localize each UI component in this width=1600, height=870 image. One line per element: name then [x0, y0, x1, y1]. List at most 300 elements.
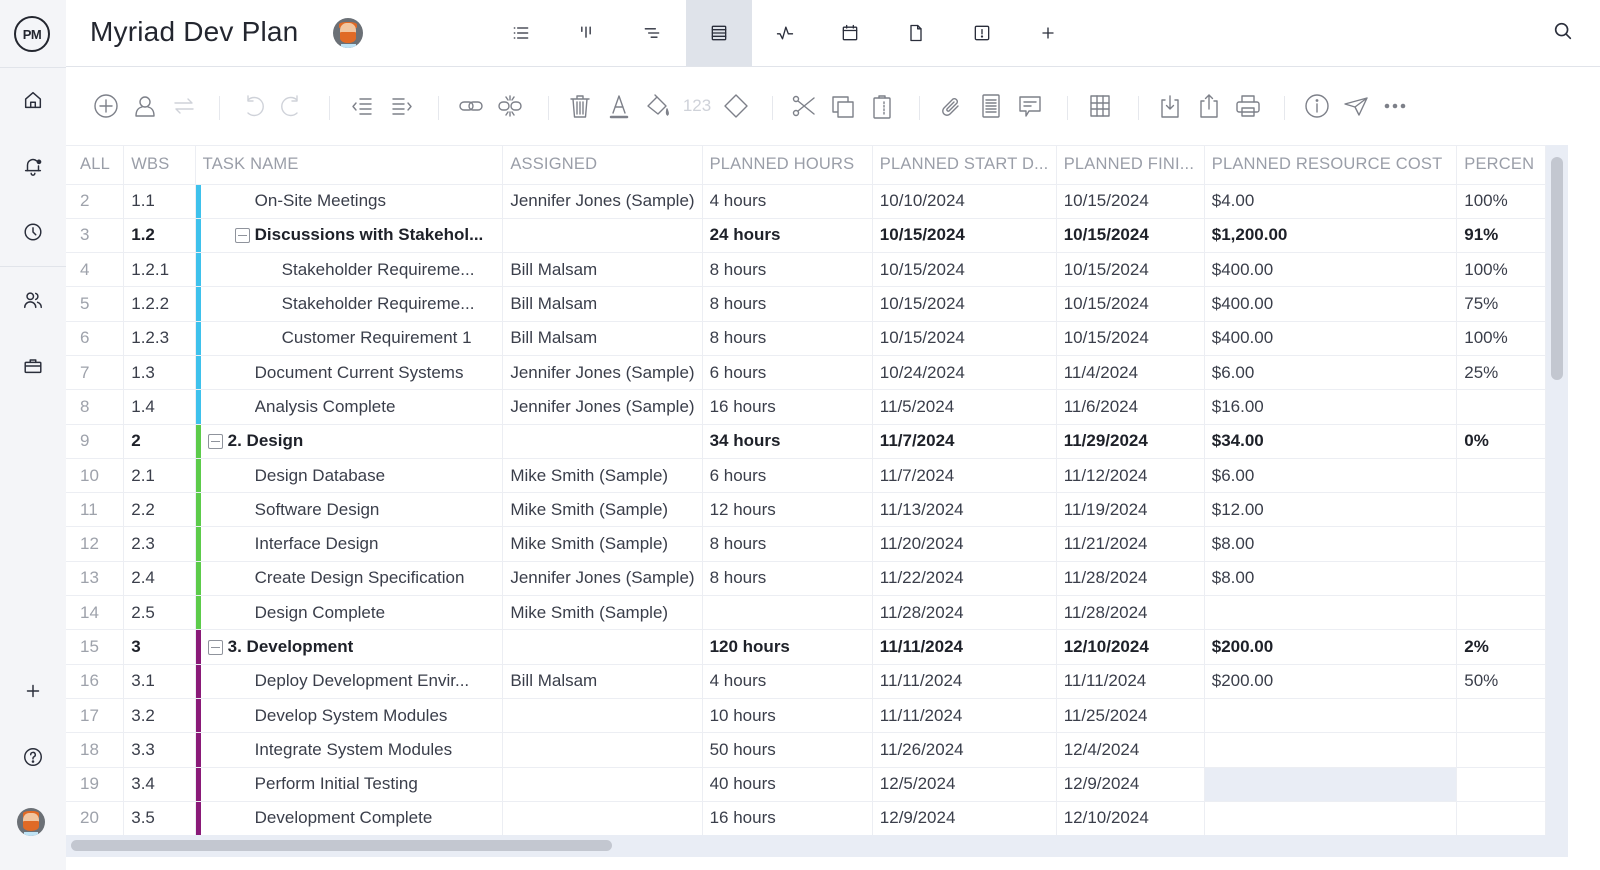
comments-button[interactable]: [1015, 91, 1045, 121]
cost-cell[interactable]: $400.00: [1204, 253, 1457, 287]
wbs-cell[interactable]: 3.2: [124, 698, 195, 732]
assigned-cell[interactable]: Jennifer Jones (Sample): [503, 390, 702, 424]
tab-sheet-view[interactable]: [686, 0, 752, 66]
row-number[interactable]: 6: [66, 321, 124, 355]
tab-calendar-view[interactable]: [817, 0, 883, 66]
task-name-content: [196, 466, 496, 486]
printer-icon: [1234, 92, 1262, 120]
link-button[interactable]: [456, 91, 486, 121]
finish-cell[interactable]: 11/25/2024: [1056, 698, 1204, 732]
phase-color-stripe: [196, 802, 201, 835]
column-header-all[interactable]: ALL: [66, 146, 124, 184]
task-name-content: [196, 808, 496, 828]
percent-cell[interactable]: [1457, 801, 1546, 835]
task-name-cell[interactable]: [195, 390, 503, 424]
cost-cell[interactable]: $4.00: [1204, 184, 1457, 218]
copy-button[interactable]: [828, 91, 858, 121]
percent-cell[interactable]: 0%: [1457, 424, 1546, 458]
wbs-cell[interactable]: 2: [124, 424, 195, 458]
attachment-button[interactable]: [937, 91, 967, 121]
more-button[interactable]: [1380, 91, 1410, 121]
column-header-cost[interactable]: PLANNED RESOURCE COST: [1204, 146, 1457, 184]
sidebar-item-notifications[interactable]: [17, 150, 49, 182]
start-cell[interactable]: 10/15/2024: [872, 321, 1056, 355]
percent-cell[interactable]: [1457, 458, 1546, 492]
toolbar-divider: [772, 96, 773, 120]
add-view-button[interactable]: [1015, 0, 1081, 66]
print-button[interactable]: [1233, 91, 1263, 121]
column-header-assigned[interactable]: ASSIGNED: [503, 146, 702, 184]
cost-cell[interactable]: $34.00: [1204, 424, 1457, 458]
wbs-cell[interactable]: 2.4: [124, 561, 195, 595]
table-row[interactable]: [66, 527, 1546, 561]
table-row[interactable]: [66, 733, 1546, 767]
task-name-cell[interactable]: [195, 561, 503, 595]
project-title[interactable]: Myriad Dev Plan: [90, 16, 299, 47]
table-row[interactable]: [66, 664, 1546, 698]
vertical-scrollbar[interactable]: [1546, 145, 1568, 835]
assigned-cell[interactable]: Mike Smith (Sample): [503, 458, 702, 492]
assigned-cell[interactable]: Jennifer Jones (Sample): [503, 561, 702, 595]
row-number[interactable]: 3: [66, 218, 124, 252]
assigned-cell[interactable]: Bill Malsam: [503, 253, 702, 287]
task-name-cell[interactable]: [195, 184, 503, 218]
row-number[interactable]: 12: [66, 527, 124, 561]
start-cell[interactable]: 11/22/2024: [872, 561, 1056, 595]
cost-cell[interactable]: $6.00: [1204, 458, 1457, 492]
tab-risks-view[interactable]: [949, 0, 1015, 66]
assigned-cell[interactable]: Jennifer Jones (Sample): [503, 184, 702, 218]
tab-dashboard-view[interactable]: [752, 0, 818, 66]
wbs-cell[interactable]: 3.4: [124, 767, 195, 801]
gantt-view-icon: [642, 23, 662, 43]
start-cell[interactable]: 10/15/2024: [872, 287, 1056, 321]
row-number[interactable]: 9: [66, 424, 124, 458]
column-header-wbs[interactable]: WBS: [124, 146, 195, 184]
diamond-icon: [722, 92, 750, 120]
finish-cell[interactable]: 10/15/2024: [1056, 253, 1204, 287]
percent-cell[interactable]: 75%: [1457, 287, 1546, 321]
delete-button[interactable]: [565, 91, 595, 121]
table-row[interactable]: [66, 355, 1546, 389]
finish-cell[interactable]: 11/28/2024: [1056, 596, 1204, 630]
hours-cell[interactable]: 8 hours: [702, 321, 872, 355]
top-header: [66, 0, 1600, 67]
task-name: 2. Design: [227, 431, 304, 451]
task-name: Development Complete: [254, 808, 433, 828]
finish-cell[interactable]: 10/15/2024: [1056, 218, 1204, 252]
redo-icon: [278, 92, 306, 120]
percent-cell[interactable]: 25%: [1457, 355, 1546, 389]
comment-icon: [1016, 92, 1044, 120]
summary-row[interactable]: [66, 424, 1546, 458]
assigned-cell[interactable]: Bill Malsam: [503, 321, 702, 355]
column-header-start[interactable]: PLANNED START D...: [872, 146, 1056, 184]
finish-cell[interactable]: 11/6/2024: [1056, 390, 1204, 424]
assigned-cell[interactable]: Bill Malsam: [503, 664, 702, 698]
pm-logo[interactable]: PM: [14, 16, 50, 52]
row-number[interactable]: 17: [66, 698, 124, 732]
row-number[interactable]: 2: [66, 184, 124, 218]
row-number[interactable]: 5: [66, 287, 124, 321]
copy-icon: [829, 92, 857, 120]
task-name-cell[interactable]: [195, 596, 503, 630]
assigned-cell[interactable]: Mike Smith (Sample): [503, 493, 702, 527]
sidebar-item-portfolio[interactable]: [17, 350, 49, 382]
fill-color-button[interactable]: [643, 91, 673, 121]
import-button[interactable]: [1155, 91, 1185, 121]
hours-cell[interactable]: 8 hours: [702, 287, 872, 321]
wbs-cell[interactable]: 1.2.2: [124, 287, 195, 321]
finish-cell[interactable]: 11/29/2024: [1056, 424, 1204, 458]
cost-cell[interactable]: $12.00: [1204, 493, 1457, 527]
start-cell[interactable]: 11/28/2024: [872, 596, 1056, 630]
percent-cell[interactable]: [1457, 698, 1546, 732]
wbs-cell[interactable]: 1.1: [124, 184, 195, 218]
risk-icon: [972, 23, 992, 43]
cost-cell[interactable]: $400.00: [1204, 287, 1457, 321]
finish-cell[interactable]: 12/4/2024: [1056, 733, 1204, 767]
cost-cell[interactable]: $200.00: [1204, 664, 1457, 698]
cost-cell[interactable]: $6.00: [1204, 355, 1457, 389]
cost-cell[interactable]: [1204, 801, 1457, 835]
cut-button[interactable]: [789, 91, 819, 121]
finish-cell[interactable]: 12/9/2024: [1056, 767, 1204, 801]
tab-list-view[interactable]: [488, 0, 554, 66]
share-button[interactable]: [1341, 91, 1371, 121]
task-name-cell[interactable]: [195, 698, 503, 732]
wbs-cell[interactable]: 3.1: [124, 664, 195, 698]
export-icon: [1195, 92, 1223, 120]
percent-cell[interactable]: [1457, 527, 1546, 561]
milestone-button[interactable]: [721, 91, 751, 121]
start-cell[interactable]: 10/24/2024: [872, 355, 1056, 389]
assigned-cell[interactable]: Jennifer Jones (Sample): [503, 355, 702, 389]
task-name-cell[interactable]: [195, 218, 503, 252]
hours-cell[interactable]: 16 hours: [702, 390, 872, 424]
table-row[interactable]: [66, 390, 1546, 424]
assigned-cell[interactable]: [503, 424, 702, 458]
number-format-button[interactable]: [679, 91, 715, 121]
tab-files-view[interactable]: [883, 0, 949, 66]
percent-cell[interactable]: 2%: [1457, 630, 1546, 664]
cost-cell[interactable]: $1,200.00: [1204, 218, 1457, 252]
task-name-cell[interactable]: [195, 287, 503, 321]
collapse-toggle-icon[interactable]: [235, 228, 250, 243]
hours-cell[interactable]: 6 hours: [702, 355, 872, 389]
hours-cell[interactable]: 34 hours: [702, 424, 872, 458]
hours-cell[interactable]: 10 hours: [702, 698, 872, 732]
wbs-cell[interactable]: 2.1: [124, 458, 195, 492]
summary-row[interactable]: [66, 630, 1546, 664]
assigned-cell[interactable]: [503, 801, 702, 835]
outdent-icon: [349, 92, 377, 120]
percent-cell[interactable]: [1457, 390, 1546, 424]
hours-cell[interactable]: 16 hours: [702, 801, 872, 835]
assign-button[interactable]: [130, 91, 160, 121]
row-number[interactable]: 4: [66, 253, 124, 287]
collapse-toggle-icon[interactable]: [208, 640, 223, 655]
phase-color-stripe: [196, 425, 201, 458]
table-row[interactable]: [66, 253, 1546, 287]
wbs-cell[interactable]: 3: [124, 630, 195, 664]
assigned-cell[interactable]: Mike Smith (Sample): [503, 596, 702, 630]
finish-cell[interactable]: 11/21/2024: [1056, 527, 1204, 561]
project-owner-avatar[interactable]: [333, 18, 363, 48]
column-header-task[interactable]: TASK NAME: [195, 146, 503, 184]
column-header-percent[interactable]: PERCEN: [1457, 146, 1546, 184]
paste-button[interactable]: [867, 91, 897, 121]
finish-cell[interactable]: 10/15/2024: [1056, 321, 1204, 355]
task-name-cell[interactable]: [195, 664, 503, 698]
table-row[interactable]: [66, 561, 1546, 595]
row-number[interactable]: 20: [66, 801, 124, 835]
hours-cell[interactable]: 120 hours: [702, 630, 872, 664]
help-icon: [22, 746, 44, 768]
hours-cell[interactable]: 24 hours: [702, 218, 872, 252]
finish-cell[interactable]: 10/15/2024: [1056, 184, 1204, 218]
task-name-content: [196, 774, 496, 794]
paperclip-icon: [938, 92, 966, 120]
finish-cell[interactable]: 10/15/2024: [1056, 287, 1204, 321]
wbs-cell[interactable]: 3.3: [124, 733, 195, 767]
row-number[interactable]: 15: [66, 630, 124, 664]
table-row[interactable]: [66, 698, 1546, 732]
task-name-cell[interactable]: [195, 355, 503, 389]
wbs-cell[interactable]: 2.5: [124, 596, 195, 630]
calendar-icon: [840, 23, 860, 43]
percent-cell[interactable]: 100%: [1457, 184, 1546, 218]
assigned-cell[interactable]: Mike Smith (Sample): [503, 527, 702, 561]
bell-icon: [22, 155, 44, 177]
table-row[interactable]: [66, 493, 1546, 527]
task-name-cell[interactable]: [195, 458, 503, 492]
scroll-corner: [1546, 835, 1568, 857]
start-cell[interactable]: 10/15/2024: [872, 218, 1056, 252]
assigned-cell[interactable]: [503, 218, 702, 252]
assigned-cell[interactable]: [503, 698, 702, 732]
task-name-cell[interactable]: [195, 801, 503, 835]
task-name-content: [196, 363, 496, 383]
task-name: Analysis Complete: [254, 396, 396, 416]
clock-icon: [22, 221, 44, 243]
table-row[interactable]: [66, 184, 1546, 218]
cost-cell[interactable]: $400.00: [1204, 321, 1457, 355]
finish-cell[interactable]: 11/4/2024: [1056, 355, 1204, 389]
text-color-icon: [605, 92, 633, 120]
row-number[interactable]: 8: [66, 390, 124, 424]
cost-cell[interactable]: $200.00: [1204, 630, 1457, 664]
wbs-cell[interactable]: 3.5: [124, 801, 195, 835]
finish-cell[interactable]: 11/19/2024: [1056, 493, 1204, 527]
toolbar-divider: [1284, 96, 1285, 120]
task-name: On-Site Meetings: [254, 191, 386, 211]
row-number[interactable]: 14: [66, 596, 124, 630]
start-cell[interactable]: 12/5/2024: [872, 767, 1056, 801]
hours-cell[interactable]: 8 hours: [702, 561, 872, 595]
percent-cell[interactable]: [1457, 596, 1546, 630]
tab-gantt-view[interactable]: [619, 0, 685, 66]
start-cell[interactable]: 11/11/2024: [872, 664, 1056, 698]
hours-cell[interactable]: 4 hours: [702, 184, 872, 218]
cost-cell[interactable]: [1204, 733, 1457, 767]
wbs-cell[interactable]: 1.3: [124, 355, 195, 389]
percent-cell[interactable]: 91%: [1457, 218, 1546, 252]
hours-cell[interactable]: 40 hours: [702, 767, 872, 801]
percent-cell[interactable]: [1457, 493, 1546, 527]
task-name-cell[interactable]: [195, 493, 503, 527]
search-button[interactable]: [1552, 20, 1578, 46]
task-name-content: [196, 397, 496, 417]
summary-row[interactable]: [66, 218, 1546, 252]
percent-cell[interactable]: 50%: [1457, 664, 1546, 698]
cost-cell[interactable]: $8.00: [1204, 561, 1457, 595]
finish-cell[interactable]: 12/10/2024: [1056, 630, 1204, 664]
horizontal-scrollbar[interactable]: [66, 835, 1546, 857]
task-name-cell[interactable]: [195, 253, 503, 287]
start-cell[interactable]: 11/20/2024: [872, 527, 1056, 561]
row-number[interactable]: 16: [66, 664, 124, 698]
percent-cell[interactable]: [1457, 733, 1546, 767]
toolbar-divider: [329, 96, 330, 120]
phase-color-stripe: [196, 665, 201, 698]
table-row[interactable]: [66, 321, 1546, 355]
export-button[interactable]: [1194, 91, 1224, 121]
hours-cell[interactable]: [702, 596, 872, 630]
start-cell[interactable]: 11/26/2024: [872, 733, 1056, 767]
sidebar-item-team[interactable]: [17, 284, 49, 316]
start-cell[interactable]: 11/11/2024: [872, 698, 1056, 732]
wbs-cell[interactable]: 1.2.1: [124, 253, 195, 287]
table-row[interactable]: [66, 767, 1546, 801]
hours-cell[interactable]: 12 hours: [702, 493, 872, 527]
finish-cell[interactable]: 11/28/2024: [1056, 561, 1204, 595]
phase-color-stripe: [196, 527, 201, 560]
wbs-cell[interactable]: 1.2.3: [124, 321, 195, 355]
start-cell[interactable]: 11/5/2024: [872, 390, 1056, 424]
columns-button[interactable]: [1085, 91, 1115, 121]
start-cell[interactable]: 11/13/2024: [872, 493, 1056, 527]
column-header-finish[interactable]: PLANNED FINI...: [1056, 146, 1204, 184]
percent-cell[interactable]: [1457, 561, 1546, 595]
wbs-cell[interactable]: 2.2: [124, 493, 195, 527]
percent-cell[interactable]: 100%: [1457, 253, 1546, 287]
undo-button[interactable]: [238, 91, 268, 121]
start-cell[interactable]: 10/15/2024: [872, 253, 1056, 287]
start-cell[interactable]: 12/9/2024: [872, 801, 1056, 835]
start-cell[interactable]: 10/10/2024: [872, 184, 1056, 218]
sidebar-add-button[interactable]: [17, 675, 49, 707]
task-name-cell[interactable]: [195, 767, 503, 801]
row-number[interactable]: 11: [66, 493, 124, 527]
task-name-cell[interactable]: [195, 424, 503, 458]
add-circle-icon: [92, 92, 120, 120]
tab-board-view[interactable]: [553, 0, 619, 66]
row-number[interactable]: 10: [66, 458, 124, 492]
cost-cell[interactable]: [1204, 596, 1457, 630]
redo-button[interactable]: [277, 91, 307, 121]
task-name: Perform Initial Testing: [254, 774, 418, 794]
start-cell[interactable]: 11/7/2024: [872, 424, 1056, 458]
assigned-cell[interactable]: [503, 733, 702, 767]
wbs-cell[interactable]: 1.2: [124, 218, 195, 252]
scissors-icon: [790, 92, 818, 120]
text-color-button[interactable]: [604, 91, 634, 121]
indent-button[interactable]: [387, 91, 417, 121]
percent-cell[interactable]: [1457, 767, 1546, 801]
row-number[interactable]: 18: [66, 733, 124, 767]
outdent-button[interactable]: [348, 91, 378, 121]
task-name-cell[interactable]: [195, 733, 503, 767]
add-task-button[interactable]: [91, 91, 121, 121]
cost-cell[interactable]: $8.00: [1204, 527, 1457, 561]
table-row[interactable]: [66, 801, 1546, 835]
hours-cell[interactable]: 50 hours: [702, 733, 872, 767]
cost-cell[interactable]: $16.00: [1204, 390, 1457, 424]
task-name-content: [196, 294, 496, 314]
row-number[interactable]: 7: [66, 355, 124, 389]
wbs-cell[interactable]: 2.3: [124, 527, 195, 561]
table-row[interactable]: [66, 458, 1546, 492]
task-name: Discussions with Stakehol...: [254, 225, 484, 245]
wbs-cell[interactable]: 1.4: [124, 390, 195, 424]
recurring-button[interactable]: [169, 91, 199, 121]
cost-cell[interactable]: [1204, 698, 1457, 732]
unlink-button[interactable]: [495, 91, 525, 121]
hours-cell[interactable]: 8 hours: [702, 527, 872, 561]
hours-cell[interactable]: 4 hours: [702, 664, 872, 698]
table-row[interactable]: [66, 287, 1546, 321]
finish-cell[interactable]: 11/11/2024: [1056, 664, 1204, 698]
assigned-cell[interactable]: [503, 767, 702, 801]
task-name-content: [196, 671, 496, 691]
task-name-cell[interactable]: [195, 321, 503, 355]
recurring-icon: [170, 92, 198, 120]
task-name-cell[interactable]: [195, 527, 503, 561]
horizontal-scroll-thumb[interactable]: [71, 840, 612, 851]
finish-cell[interactable]: 12/10/2024: [1056, 801, 1204, 835]
info-button[interactable]: [1302, 91, 1332, 121]
import-icon: [1156, 92, 1184, 120]
task-name-cell[interactable]: [195, 630, 503, 664]
row-number[interactable]: 19: [66, 767, 124, 801]
row-number[interactable]: 13: [66, 561, 124, 595]
finish-cell[interactable]: 11/12/2024: [1056, 458, 1204, 492]
hours-cell[interactable]: 6 hours: [702, 458, 872, 492]
briefcase-icon: [22, 355, 44, 377]
sidebar-item-home[interactable]: [17, 84, 49, 116]
start-cell[interactable]: 11/7/2024: [872, 458, 1056, 492]
user-avatar[interactable]: [17, 808, 45, 836]
collapse-toggle-icon[interactable]: [208, 434, 223, 449]
column-header-hours[interactable]: PLANNED HOURS: [702, 146, 872, 184]
start-cell[interactable]: 11/11/2024: [872, 630, 1056, 664]
vertical-scroll-thumb[interactable]: [1551, 157, 1563, 380]
assigned-cell[interactable]: [503, 630, 702, 664]
task-name: Stakeholder Requireme...: [281, 259, 475, 279]
hours-cell[interactable]: 8 hours: [702, 253, 872, 287]
sidebar-help-button[interactable]: [17, 741, 49, 773]
assigned-cell[interactable]: Bill Malsam: [503, 287, 702, 321]
indent-icon: [388, 92, 416, 120]
percent-cell[interactable]: 100%: [1457, 321, 1546, 355]
phase-color-stripe: [196, 768, 201, 801]
table-row[interactable]: [66, 596, 1546, 630]
info-icon: [1303, 92, 1331, 120]
sidebar-item-timesheets[interactable]: [17, 216, 49, 248]
notes-button[interactable]: [976, 91, 1006, 121]
cost-cell[interactable]: [1204, 767, 1457, 801]
